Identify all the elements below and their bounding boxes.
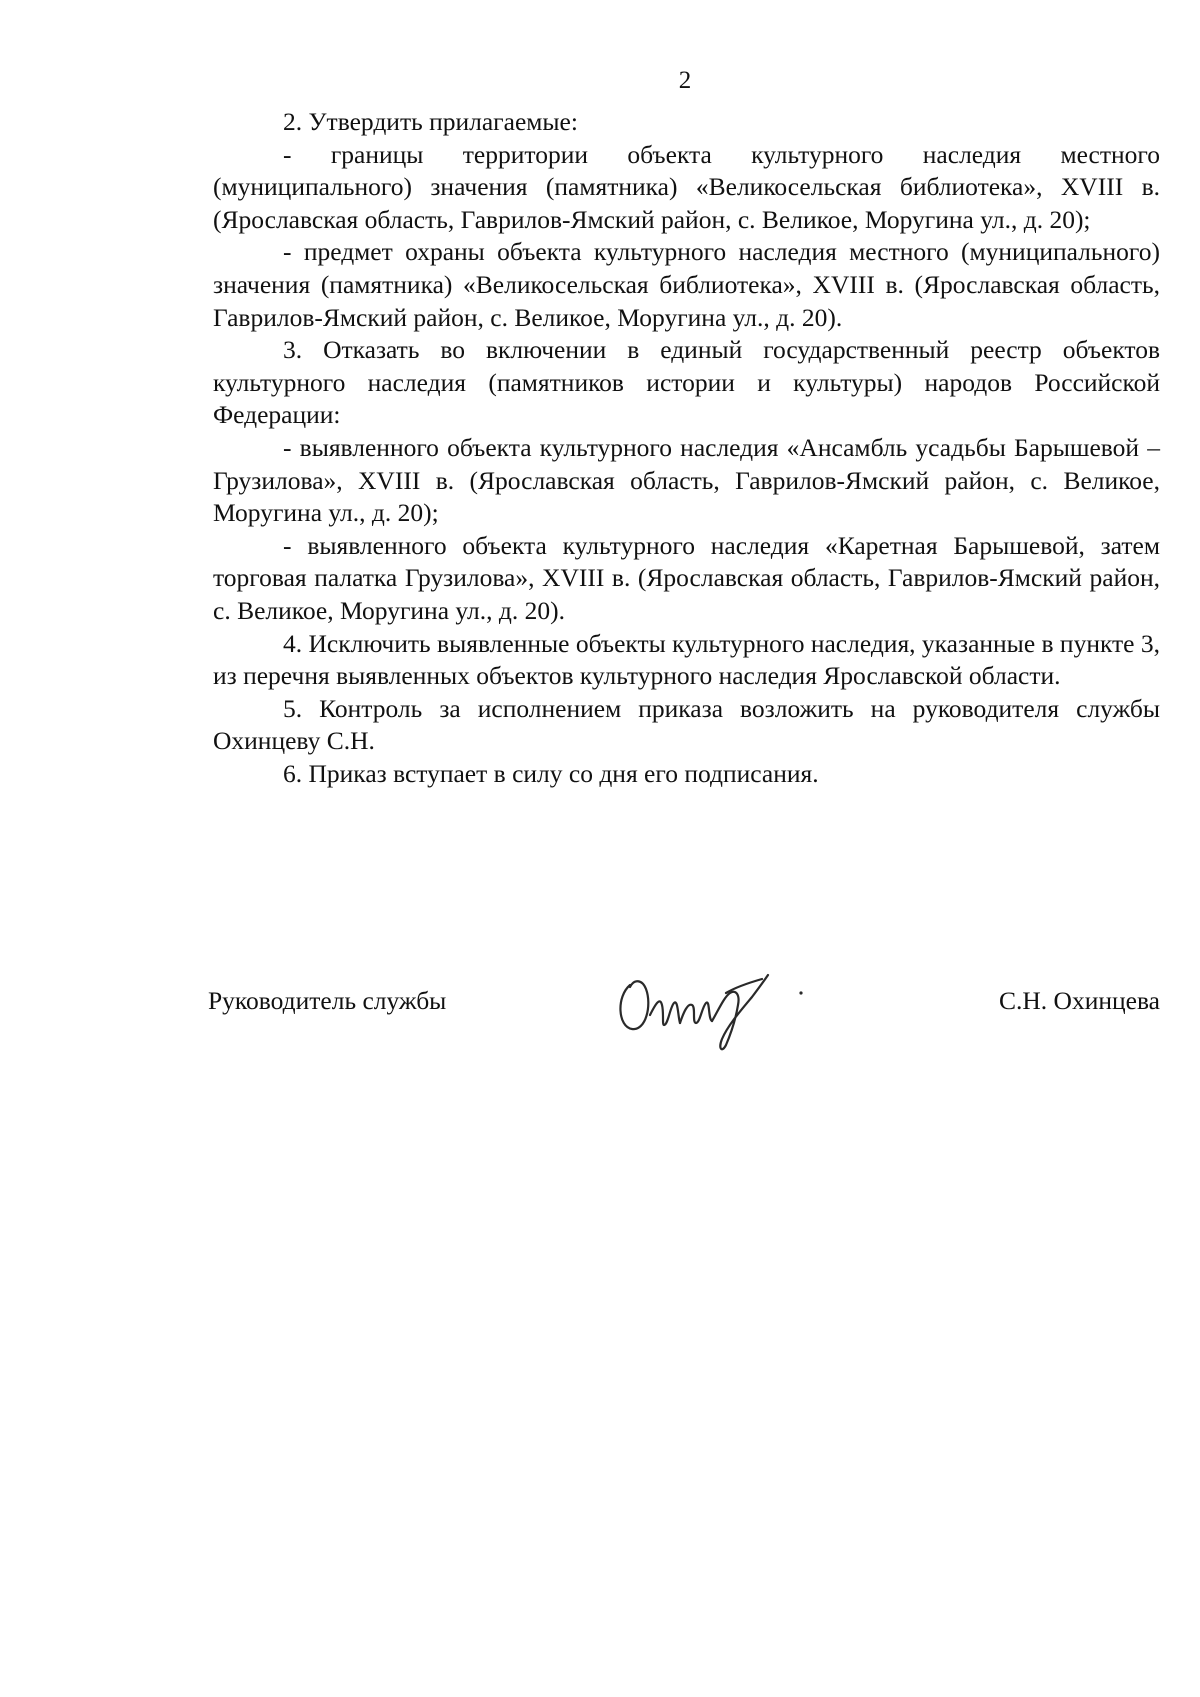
paragraph-carriage-house: - выявленного объекта культурного наследия «Каретная Барышевой, затем торговая палатка Грузилова», XVIII в. (Ярославская область, Гаврилов-Ямский район, с. Великое, Моругина ул., д. 20). — [213, 530, 1160, 625]
paragraph-item-4: 4. Исключить выявленные объекты культурного наследия, указанные в пункте 3, из перечня выявленных объектов культурного наследия Ярославской области. — [213, 628, 1160, 691]
handwritten-signature — [608, 945, 808, 1055]
paragraph-item-5: 5. Контроль за исполнением приказа возложить на руководителя службы Охинцеву С.Н. — [213, 693, 1160, 756]
paragraph-ensemble: - выявленного объекта культурного наследия «Ансамбль усадьбы Барышевой – Грузилова», XVIII в. (Ярославская область, Гаврилов-Ямский район, с. Великое, Моругина ул., д. 20); — [213, 432, 1160, 528]
signatory-name: С.Н. Охинцева — [999, 986, 1160, 1015]
paragraph-protection-subject: - предмет охраны объекта культурного наследия местного (муниципального) значения (памятника) «Великосельская библиотека», XVIII в. (Ярославская область, Гаврилов-Ямский район, с. Великое, Моругина ул., д. 20). — [213, 237, 1160, 332]
signatory-position: Руководитель службы — [208, 986, 447, 1015]
document-body — [213, 106, 1160, 790]
paragraph-item-3: 3. Отказать во включении в единый государственный реестр объектов культурного наследия (памятников истории и культуры) народов Российской Федерации: — [213, 335, 1160, 430]
page-number: 2 — [678, 67, 692, 94]
paragraph-item-2: 2. Утвердить прилагаемые: — [283, 107, 578, 136]
paragraph-boundaries: - границы территории объекта культурного наследия местного (муниципального) значения (памятника) «Великосельская библиотека», XVIII в. (Ярославская область, Гаврилов-Ямский район, с. Великое, Моругина ул., д. 20); — [213, 139, 1160, 234]
paragraph-item-6: 6. Приказ вступает в силу со дня его подписания. — [283, 758, 819, 788]
signature-block — [208, 985, 1160, 1045]
